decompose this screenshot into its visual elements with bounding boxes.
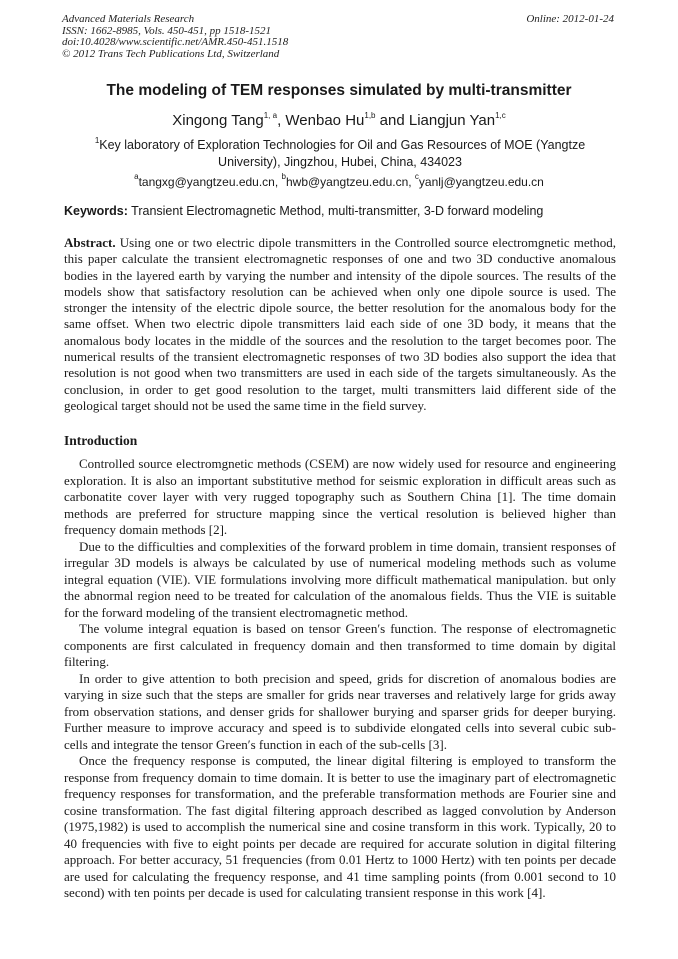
author-name: Wenbao Hu: [285, 112, 365, 129]
email-superscript: c: [414, 172, 419, 181]
email-superscript: b: [281, 172, 286, 181]
author-superscript: 1,b: [364, 111, 376, 120]
keywords-label: Keywords:: [64, 204, 128, 218]
author-name: Liangjun Yan: [408, 112, 496, 129]
doi-link[interactable]: doi:10.4028/www.scientific.net/AMR.450-451.1518: [62, 36, 289, 48]
copyright-line: © 2012 Trans Tech Publications Ltd, Switzerland: [62, 47, 280, 60]
author-list: [0, 112, 678, 129]
author-emails: [0, 172, 678, 189]
affiliation-superscript: 1: [94, 136, 100, 145]
paragraph: The volume integral equation is based on tensor Green′s function. The response of electromagnetic components are first calculated in frequency domain and then transformed to time domain by digital filtering.: [64, 621, 616, 669]
abstract-text: Using one or two electric dipole transmitters in the Controlled source electromgnetic method, this paper calculate the transient electromagnetic responses of one and two 3D conductive anomalous bodies in the layered earth by varying the number and intensity of the dipole sources. The results of the models show that satisfactory resolution can be achieved when only one dipole source is used. The stronger the intensity of the electric dipole source, the better resolution for the anomalous body for the same offset. When two electric dipole transmitters laid each side of one 3D body, it means that the anomalous body locates in the middle of the sources and the resolution to the target becomes poor. The numerical results of the transient electromagnetic responses of two 3D bodies also support the idea that resolution is not good when two transmitters are used in each side of the targets simultaneously. As the conclusion, in order to get good resolution to the target, multi transmitters laid different side of the geological target should not be used the same time in the field survey.: [64, 235, 616, 413]
paragraph: Due to the difficulties and complexities of the forward problem in time domain, transient responses of irregular 3D models is always be calculated by use of numerical modeling methods such as volume integral equation (VIE). VIE formulations involving more difficult mathematical manipulation. but only the abnormal region need to be treated for calculation of the anomalous fields. Thus the VIE is suitable for the forward modeling of the transient electromagnetic method.: [64, 538, 616, 620]
introduction-body: [64, 456, 616, 902]
author-superscript: 1,c: [495, 111, 506, 120]
paragraph: In order to give attention to both precision and speed, grids for discretion of anomalous bodies are varying in size such that the steps are smaller for grids near traverses and relatively large for grids away from observation stations, and denser grids for shallower burying and sparser grids for deeper burying. Further measure to improve accuracy and speed is to subdivide elongated cells into several cubic sub-cells and integrate the tensor Green′s function in each of the sub-cells [3].: [64, 670, 616, 752]
issn-line: ISSN: 1662-8985, Vols. 450-451, pp 1518-1521: [62, 24, 271, 37]
affiliation-text: Key laboratory of Exploration Technologies for Oil and Gas Resources of MOE (Yangtze University), Jingzhou, Hubei, China, 434023: [99, 138, 586, 169]
email-superscript: a: [134, 172, 139, 181]
affiliation: [64, 137, 616, 171]
abstract-label: Abstract.: [64, 235, 116, 250]
email-separator: ,: [274, 175, 282, 189]
online-date: Online: 2012-01-24: [526, 13, 614, 25]
email-separator: ,: [408, 175, 415, 189]
email-link[interactable]: tangxg@yangtzeu.edu.cn: [138, 175, 275, 189]
journal-name: Advanced Materials Research: [62, 13, 195, 25]
abstract: [64, 235, 616, 414]
author-superscript: 1, a: [263, 111, 278, 120]
author-separator: ,: [277, 112, 286, 129]
email-link[interactable]: yanlj@yangtzeu.edu.cn: [418, 175, 544, 189]
email-link[interactable]: hwb@yangtzeu.edu.cn: [285, 175, 409, 189]
author-name: Xingong Tang: [172, 112, 264, 129]
journal-header: [62, 14, 288, 60]
paragraph: Once the frequency response is computed, the linear digital filtering is employed to transform the response from frequency domain to time domain. It is better to use the imaginary part of electromagnetic frequency responses for transformation, and the preferable transformation methods are Fourier sine and cosine transformation. The fast digital filtering approach described as lagged convolution by Anderson (1975,1982) is used to accomplish the numerical sine and cosine transform in this work. Typically, 20 to 40 frequencies with five to eight points per decade are required for accurate solution in digital filtering approach. For better accuracy, 51 frequencies (from 0.01 Hertz to 1000 Hertz) with ten points per decade are used for calculating the frequency response, and 41 time sampling points (from 0.001 second to 10 second) with ten points per decade is used for calculating transient response in this work [4].: [64, 753, 616, 900]
keywords: [64, 204, 616, 218]
paragraph: Controlled source electromgnetic methods (CSEM) are now widely used for resource and engineering exploration. It is also an important substitutive method for seismic exploration in difficult areas such as carbonatite cover layer with very rugged topography such as Southern China [1]. The time domain methods are preferred for structure mapping since the vertical resolution is believed higher than frequency domain methods [2].: [64, 456, 616, 537]
keywords-text: Transient Electromagnetic Method, multi-transmitter, 3-D forward modeling: [127, 204, 544, 218]
paper-title: The modeling of TEM responses simulated by multi-transmitter: [106, 82, 572, 99]
section-heading: Introduction: [64, 433, 138, 448]
author-separator: and: [375, 112, 409, 129]
